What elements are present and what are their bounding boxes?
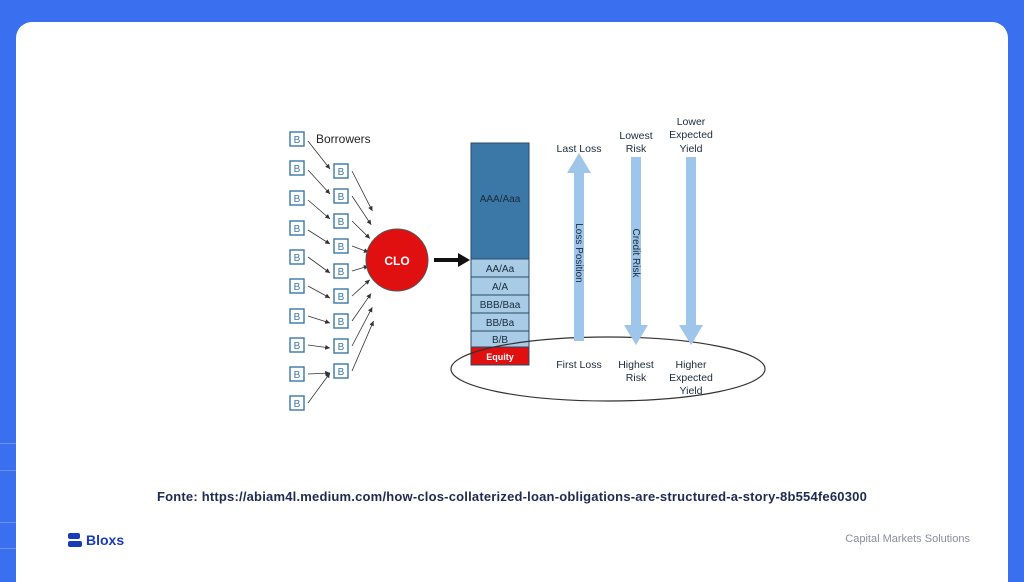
axis-label: Loss Position bbox=[573, 223, 584, 283]
borrower-to-clo-link bbox=[352, 280, 370, 296]
borrower-to-clo-link bbox=[352, 307, 372, 346]
tranche-label: AA/Aa bbox=[485, 264, 515, 275]
borrower-box bbox=[290, 367, 304, 381]
borrower-glyph: B bbox=[293, 399, 301, 410]
tranche-label: A/A bbox=[491, 282, 509, 293]
borrower-glyph: B bbox=[337, 317, 345, 328]
top-label: Last Loss bbox=[556, 143, 602, 155]
borrower-to-clo-link bbox=[352, 294, 371, 321]
edge-line bbox=[0, 470, 16, 471]
borrower-to-clo-link bbox=[352, 266, 369, 271]
borrower-glyph: B bbox=[337, 367, 345, 378]
borrower-box bbox=[334, 289, 348, 303]
borrower-link bbox=[308, 345, 330, 348]
borrower-box bbox=[290, 396, 304, 410]
borrower-to-clo-link bbox=[352, 196, 371, 225]
borrower-to-clo-link bbox=[352, 246, 369, 252]
bottom-label: Yield bbox=[679, 385, 703, 397]
bottom-label: Highest bbox=[618, 359, 654, 371]
borrower-glyph: B bbox=[293, 282, 301, 293]
borrower-link bbox=[308, 373, 330, 374]
top-label: Risk bbox=[625, 143, 647, 155]
tranche-label: Equity bbox=[486, 352, 514, 362]
borrower-glyph: B bbox=[337, 292, 345, 303]
borrower-box bbox=[290, 309, 304, 323]
borrower-link bbox=[308, 200, 330, 219]
borrower-box bbox=[290, 279, 304, 293]
edge-line bbox=[0, 443, 16, 444]
top-label: Expected bbox=[669, 129, 713, 141]
borrower-box bbox=[290, 132, 304, 146]
tranche-equity bbox=[471, 347, 529, 365]
borrower-glyph: B bbox=[337, 167, 345, 178]
borrower-box bbox=[334, 214, 348, 228]
tranche-label: AAA/Aaa bbox=[479, 194, 521, 205]
clo-structure-diagram bbox=[250, 95, 800, 440]
borrower-box bbox=[290, 191, 304, 205]
borrower-box bbox=[334, 264, 348, 278]
top-label: Lowest bbox=[619, 130, 653, 142]
tranche-label: BBB/Baa bbox=[479, 300, 521, 311]
top-label: Yield bbox=[679, 143, 703, 155]
tranche-label: B/B bbox=[491, 335, 509, 346]
borrower-glyph: B bbox=[337, 217, 345, 228]
source-citation: Fonte: https://abiam4l.medium.com/how-clos-collaterized-loan-obligations-are-structured-a-story-8b554fe60300 bbox=[156, 489, 867, 504]
axis-label: Credit Risk bbox=[630, 228, 641, 278]
bottom-label: Higher bbox=[675, 359, 707, 371]
bottom-label: Risk bbox=[625, 372, 647, 384]
borrower-link bbox=[308, 257, 330, 273]
clo-label: CLO bbox=[384, 254, 410, 268]
borrower-glyph: B bbox=[293, 341, 301, 352]
bloxs-logo bbox=[68, 532, 124, 548]
borrower-glyph: B bbox=[293, 194, 301, 205]
borrower-box bbox=[290, 338, 304, 352]
borrower-box bbox=[334, 314, 348, 328]
borrower-box bbox=[334, 364, 348, 378]
edge-line bbox=[0, 548, 16, 549]
tranche-label: BB/Ba bbox=[485, 318, 515, 329]
borrower-glyph: B bbox=[293, 224, 301, 235]
borrower-glyph: B bbox=[293, 164, 301, 175]
borrower-to-clo-link bbox=[352, 171, 372, 211]
borrower-box bbox=[290, 161, 304, 175]
borrower-box bbox=[334, 239, 348, 253]
borrower-glyph: B bbox=[337, 342, 345, 353]
tranche-row bbox=[471, 295, 529, 313]
risk-arrow bbox=[618, 130, 654, 384]
borrower-link bbox=[308, 316, 330, 323]
edge-line bbox=[0, 522, 16, 523]
borrower-box bbox=[334, 339, 348, 353]
borrower-to-clo-link bbox=[352, 321, 374, 371]
tranche-row bbox=[471, 331, 529, 347]
borrower-to-clo-link bbox=[352, 221, 370, 239]
borrower-box bbox=[334, 189, 348, 203]
tranche-row bbox=[471, 143, 529, 259]
tranche-row bbox=[471, 277, 529, 295]
borrower-glyph: B bbox=[337, 242, 345, 253]
risk-arrows bbox=[556, 116, 713, 397]
tranche-stack bbox=[471, 143, 529, 365]
borrower-glyph: B bbox=[337, 192, 345, 203]
tranche-row bbox=[471, 259, 529, 277]
borrower-glyph: B bbox=[337, 267, 345, 278]
tranche-row bbox=[471, 313, 529, 331]
bottom-label: Expected bbox=[669, 372, 713, 384]
borrowers-group bbox=[290, 132, 374, 410]
clo-arrowhead bbox=[458, 253, 470, 267]
borrower-glyph: B bbox=[293, 312, 301, 323]
borrower-link bbox=[308, 373, 330, 403]
first-loss-ellipse bbox=[451, 337, 765, 401]
borrower-glyph: B bbox=[293, 370, 301, 381]
risk-arrow bbox=[669, 116, 713, 397]
bloxs-logo-icon bbox=[68, 533, 82, 547]
borrower-link bbox=[308, 286, 330, 298]
top-label: Lower bbox=[676, 116, 706, 128]
brand-tagline: Capital Markets Solutions bbox=[845, 533, 970, 545]
borrowers-label: Borrowers bbox=[316, 132, 371, 146]
bottom-label: First Loss bbox=[556, 359, 602, 371]
borrower-glyph: B bbox=[293, 135, 301, 146]
borrower-box bbox=[334, 164, 348, 178]
borrower-link bbox=[308, 230, 330, 244]
borrower-box bbox=[290, 250, 304, 264]
borrower-glyph: B bbox=[293, 253, 301, 264]
borrower-link bbox=[308, 170, 330, 194]
borrower-box bbox=[290, 221, 304, 235]
brand-name: Bloxs bbox=[86, 532, 125, 548]
